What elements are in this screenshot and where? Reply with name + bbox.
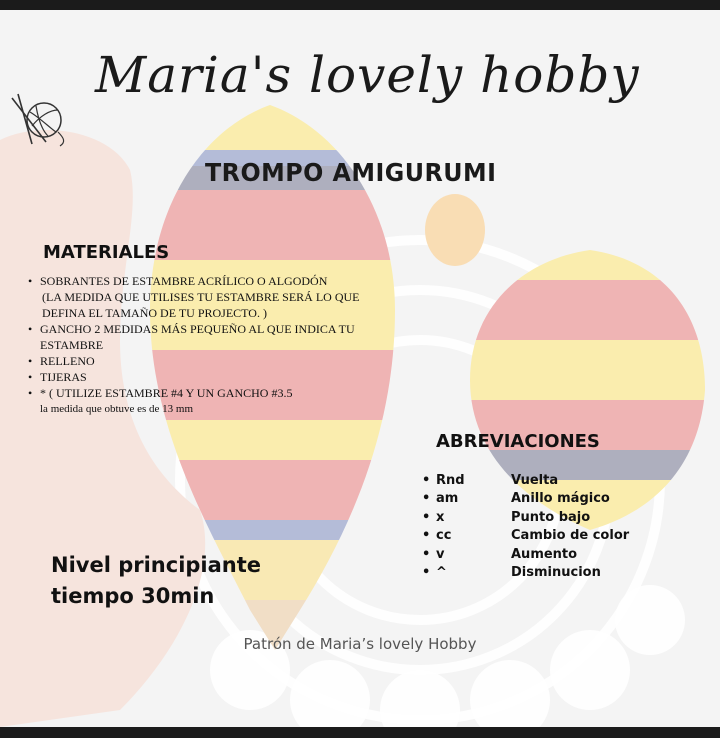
page-title: TROMPO AMIGURUMI — [205, 158, 497, 187]
table-row: • am Anillo mágico — [422, 490, 629, 509]
list-item: • * ( UTILIZE ESTAMBRE #4 Y UN GANCHO #3.5 — [28, 385, 408, 401]
abbr-meaning: Punto bajo — [511, 509, 591, 525]
table-row: • cc Cambio de color — [422, 528, 630, 544]
recipe-card — [0, 10, 720, 727]
abbr-term: cc — [436, 528, 452, 544]
list-item: • TIJERAS — [28, 369, 408, 385]
abbr-meaning: Cambio de color — [511, 528, 630, 544]
list-item: • RELLENO — [28, 353, 408, 369]
table-row: • ^ Disminucion — [422, 564, 629, 583]
table-row: • v Aumento — [422, 545, 629, 564]
list-item: (LA MEDIDA QUE UTILISES TU ESTAMBRE SERÁ LO QUE — [42, 290, 360, 304]
abbr-term: Rnd — [436, 472, 465, 488]
pattern-credit: Patrón de Maria’s lovely Hobby — [243, 635, 477, 653]
difficulty-info — [51, 550, 261, 612]
abbr-term: v — [436, 546, 445, 562]
table-row: • x Punto bajo — [422, 508, 629, 527]
abbreviations-heading: ABREVIACIONES — [436, 431, 600, 452]
abbr-meaning: Vuelta — [511, 472, 559, 488]
abbr-meaning: Disminucion — [511, 565, 601, 581]
abbr-term: am — [436, 491, 459, 507]
abbr-meaning: Aumento — [511, 546, 578, 562]
materials-heading: MATERIALES — [43, 242, 170, 263]
list-item: la medida que obtuve es de 13 mm — [40, 403, 194, 415]
yarn-ball-icon — [8, 88, 68, 148]
brand-title: Maria's lovely hobby — [95, 46, 640, 104]
time-estimate: tiempo 30min — [51, 584, 215, 608]
materials-list — [28, 273, 408, 417]
abbr-meaning: Anillo mágico — [511, 491, 610, 507]
abbr-term: x — [436, 509, 445, 525]
difficulty-level: Nivel principiante — [51, 553, 262, 577]
abbreviations-table — [422, 471, 629, 582]
list-item: DEFINA EL TAMAÑO DE TU PROJECTO. ) — [42, 306, 267, 320]
list-item: • SOBRANTES DE ESTAMBRE ACRÍLICO O ALGODÓN — [28, 273, 408, 289]
list-item: • GANCHO 2 MEDIDAS MÁS PEQUEÑO AL QUE INDICA TU — [28, 321, 408, 337]
list-item: ESTAMBRE — [40, 338, 104, 352]
table-row: • Rnd Vuelta — [422, 471, 629, 490]
abbr-term: ^ — [436, 565, 447, 581]
